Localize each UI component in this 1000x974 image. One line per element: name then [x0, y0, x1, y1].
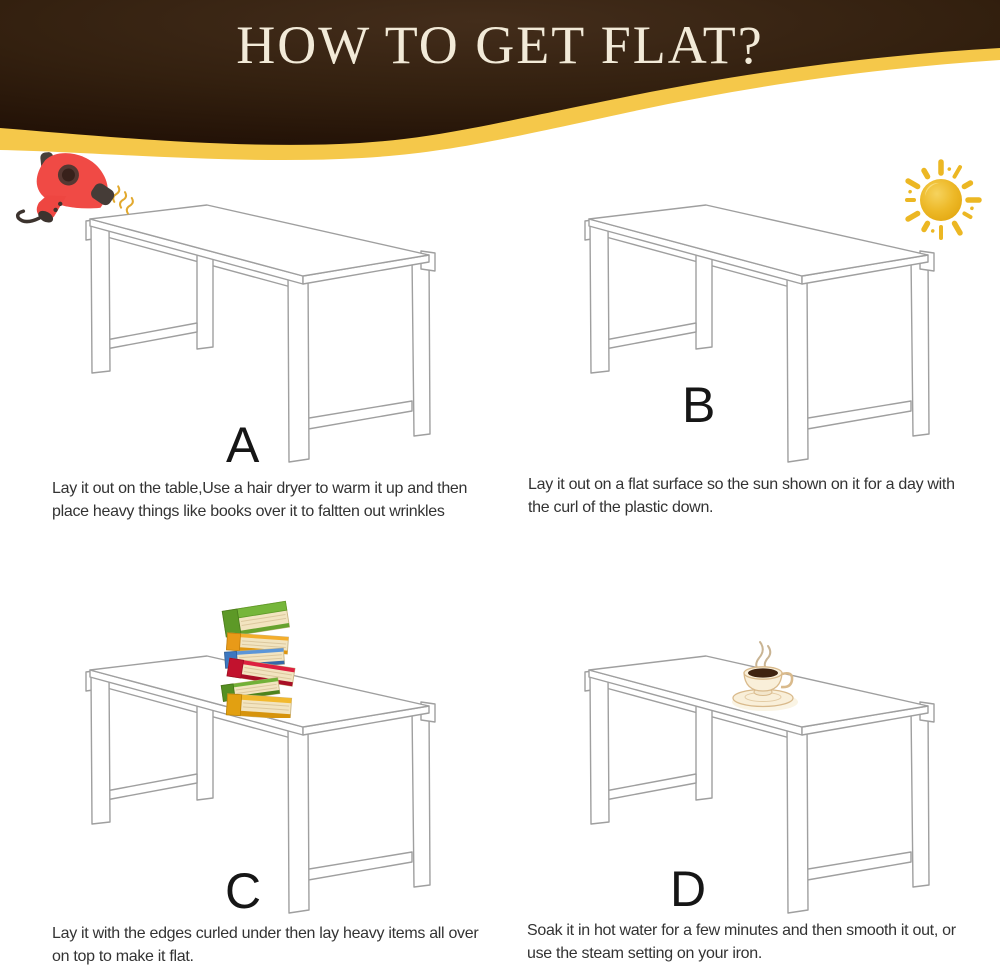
hair-dryer-icon [15, 150, 137, 236]
page-title: HOW TO GET FLAT? [236, 15, 764, 75]
step-label-c: C [225, 863, 262, 919]
table-illustration-a [85, 198, 437, 466]
caption-a-line2: place heavy things like books over it to faltten out wrinkles [52, 503, 445, 520]
caption-b-line1: Lay it out on a flat surface so the sun shown on it for a day with [528, 476, 955, 493]
caption-c-line1: Lay it with the edges curled under then lay heavy items all over [52, 925, 479, 942]
step-label-a: A [226, 417, 260, 473]
caption-b [528, 473, 955, 519]
caption-d [527, 919, 956, 965]
caption-d-line2: use the steam setting on your iron. [527, 945, 762, 962]
caption-d-line1: Soak it in hot water for a few minutes and then smooth it out, or [527, 922, 956, 939]
caption-a [52, 477, 467, 523]
caption-c-line2: on top to make it flat. [52, 948, 194, 965]
caption-c [52, 922, 478, 968]
step-label-b: B [682, 377, 716, 433]
sun-icon [893, 152, 989, 248]
table-illustration-b [584, 198, 936, 466]
caption-a-line1: Lay it out on the table,Use a hair dryer to warm it up and then [52, 480, 468, 497]
stack-of-books-icon [212, 594, 304, 718]
coffee-cup-icon [722, 636, 806, 716]
caption-b-line2: the curl of the plastic down. [528, 499, 714, 516]
step-label-d: D [670, 861, 707, 917]
